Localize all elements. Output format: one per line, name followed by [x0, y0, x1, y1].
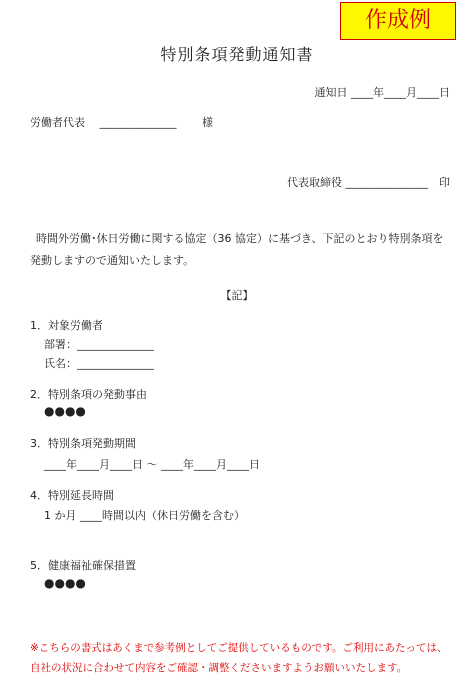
intro-line-1: 時間外労働･休日労働に関する協定（36 協定）に基づき、下記のとおり特別条項を: [36, 232, 444, 245]
intro-line-2: 発動しますので通知いたします。: [30, 254, 195, 267]
section-1-heading: 1．対象労働者: [30, 319, 103, 332]
section-3-heading: 3．特別条項発動期間: [30, 437, 136, 450]
ki-heading: 【記】: [220, 289, 254, 302]
disclaimer-line-2: 自社の状況に合わせて内容をご確認・調整くださいますようお願いいたします。: [30, 662, 408, 674]
department-field: 部署：______________: [44, 338, 154, 351]
section-4-heading: 4．特別延長時間: [30, 489, 114, 502]
page-title: 特別条項発動通知書: [160, 45, 314, 64]
section-5-heading: 5．健康福祉確保措置: [30, 559, 136, 572]
name-field: 氏名：______________: [44, 357, 154, 370]
section-3-value: ____年____月____日 ～ ____年____月____日: [44, 458, 260, 471]
section-2-value: ●●●●: [44, 404, 86, 418]
section-2-heading: 2．特別条項の発動事由: [30, 388, 147, 401]
notice-date: 通知日 ____年____月____日: [314, 86, 450, 99]
sample-badge: 作成例: [340, 2, 456, 40]
section-5-value: ●●●●: [44, 576, 86, 590]
section-4-value: 1 か月 ____時間以内（休日労働を含む）: [44, 509, 245, 522]
recipient-line: 労働者代表 ______________ 様: [30, 116, 213, 129]
disclaimer-line-1: ※こちらの書式はあくまで参考例としてご提供しているものです。ご利用にあたっては、: [30, 642, 448, 654]
sender-line: 代表取締役 _______________ 印: [287, 176, 450, 189]
